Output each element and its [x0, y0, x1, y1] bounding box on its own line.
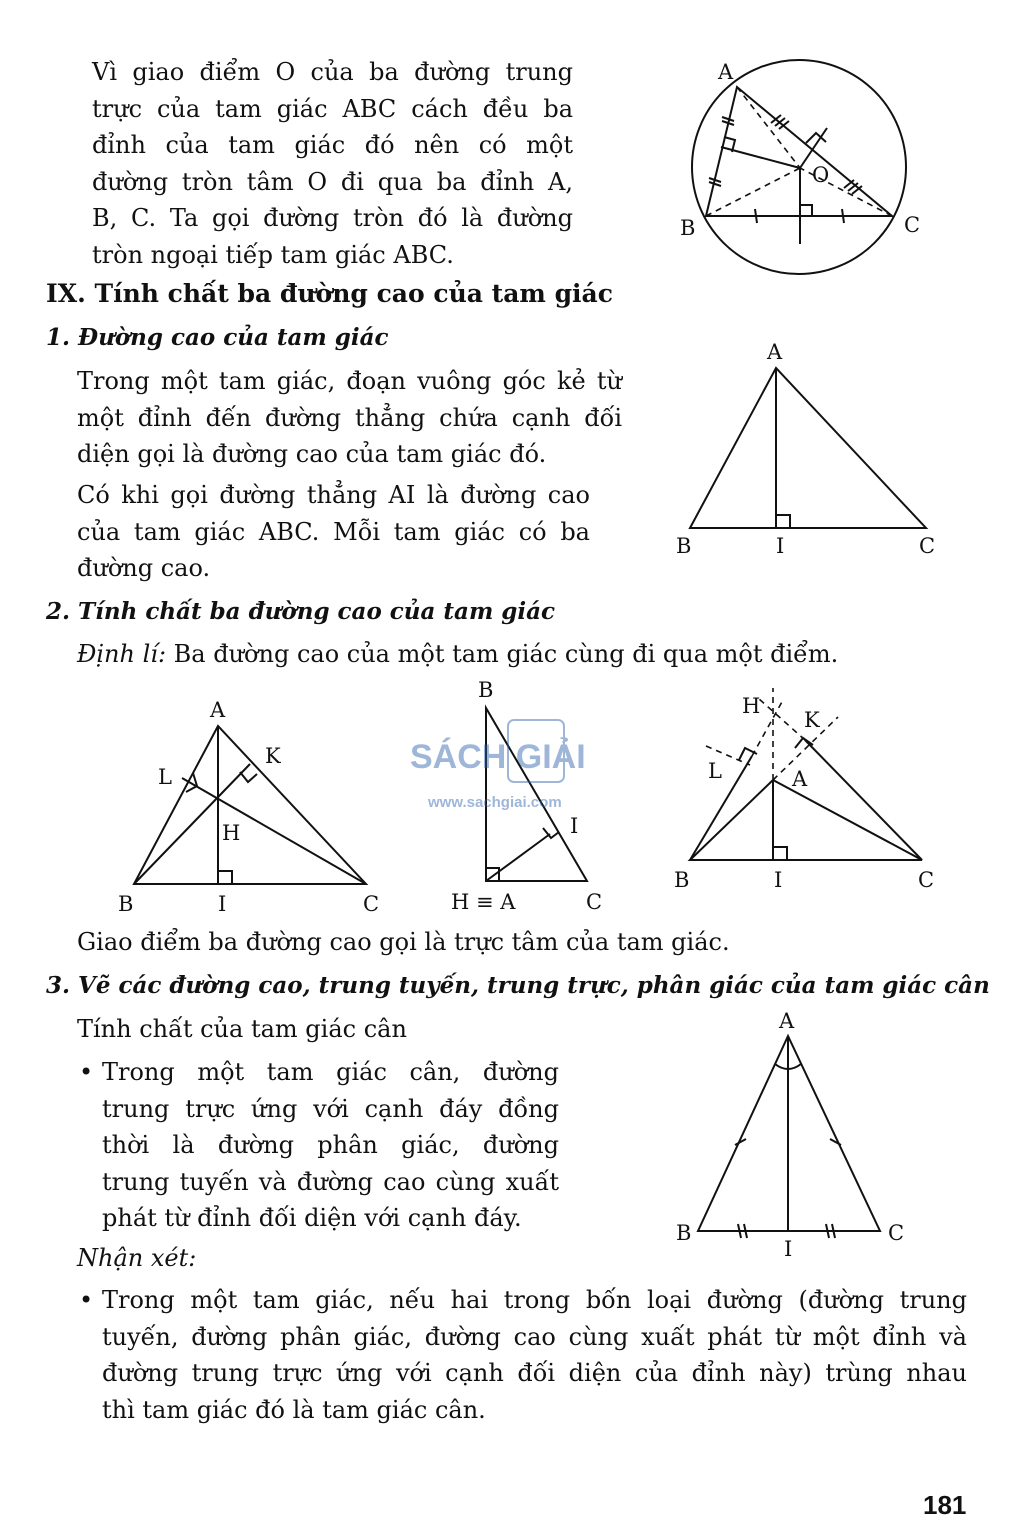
label-i: I: [218, 892, 227, 916]
label-c: C: [363, 892, 380, 916]
text-line: trung trực ứng với cạnh đáy đồng: [102, 1094, 559, 1123]
watermark-url: www.sachgiai.com: [428, 794, 562, 811]
theorem-text: Ba đường cao của một tam giác cùng đi qua một điểm.: [166, 640, 839, 668]
text-line: tròn ngoại tiếp tam giác ABC.: [92, 240, 454, 269]
orthocenter-definition: Giao điểm ba đường cao gọi là trực tâm của tam giác.: [77, 928, 730, 956]
text-line: Trong một tam giác cân, đường: [102, 1058, 559, 1086]
text-line: thời là đường phân giác, đường: [102, 1131, 559, 1159]
page-number: 181: [923, 1490, 967, 1520]
subsection-title: 2. Tính chất ba đường cao của tam giác: [46, 598, 556, 625]
text-line: diện gọi là đường cao của tam giác đó.: [77, 440, 547, 468]
text-line: trung tuyến và đường cao cùng xuất: [102, 1167, 559, 1196]
label-i: I: [776, 534, 785, 558]
label-b: B: [676, 1221, 692, 1245]
label-h-equiv-a: H ≡ A: [451, 890, 516, 914]
text-line: đường tròn tâm O đi qua ba đỉnh A,: [92, 167, 573, 196]
label-b: B: [674, 868, 690, 892]
label-c: C: [586, 890, 603, 914]
label-b: B: [478, 678, 494, 702]
label-c: C: [919, 534, 936, 558]
label-c: C: [918, 868, 935, 892]
label-h: H: [222, 821, 241, 845]
text-line: thì tam giác đó là tam giác cân.: [102, 1395, 486, 1424]
label-h: H: [742, 694, 761, 718]
text-line: đường trung trực ứng với cạnh đối diện của đỉnh này) trùng nhau: [102, 1359, 967, 1387]
label-i: I: [570, 814, 579, 838]
label-i: I: [774, 868, 783, 892]
label-o: O: [812, 163, 830, 187]
label-l: L: [708, 759, 722, 783]
text-line: trực của tam giác ABC cách đều ba: [92, 94, 573, 123]
text-line: B, C. Ta gọi đường tròn đó là đường: [92, 204, 573, 232]
label-a: A: [767, 340, 783, 364]
label-l: L: [158, 765, 172, 789]
text-line: tuyến, đường phân giác, đường cao cùng xuất phát từ một đỉnh và: [102, 1322, 967, 1351]
label-i: I: [784, 1237, 793, 1261]
watermark-brand: SÁCH GIẢI: [410, 738, 586, 776]
text-line: đỉnh của tam giác đó nên có một: [92, 131, 573, 159]
bullet: •: [79, 1286, 94, 1314]
label-b: B: [118, 892, 134, 916]
section-heading: IX. Tính chất ba đường cao của tam giác: [46, 279, 613, 308]
tick-mark: [830, 1139, 841, 1145]
label-c: C: [904, 213, 921, 237]
label-a: A: [779, 1009, 795, 1033]
text-line: Trong một tam giác, nếu hai trong bốn loại đường (đường trung: [102, 1286, 967, 1314]
property-title: Tính chất của tam giác cân: [77, 1015, 407, 1043]
label-a: A: [718, 60, 734, 84]
bullet: •: [79, 1058, 94, 1086]
label-a: A: [792, 767, 808, 791]
text-line: phát từ đỉnh đối diện với cạnh đáy.: [102, 1204, 522, 1232]
text-line: Có khi gọi đường thẳng AI là đường cao: [77, 481, 590, 509]
text-line: Vì giao điểm O của ba đường trung: [92, 58, 573, 86]
label-b: B: [680, 216, 696, 240]
text-line: đường cao.: [77, 554, 211, 582]
subsection-title: 1. Đường cao của tam giác: [46, 324, 389, 351]
label-k: K: [265, 744, 281, 768]
text-line: một đỉnh đến đường thẳng chứa cạnh đối: [77, 403, 622, 432]
theorem-label: Định lí:: [77, 640, 167, 668]
subsection-title: 3. Vẽ các đường cao, trung tuyến, trung trực, phân giác của tam giác cân: [46, 972, 990, 999]
label-b: B: [676, 534, 692, 558]
label-a: A: [210, 698, 226, 722]
remark-title: Nhận xét:: [77, 1244, 197, 1272]
text-line: Trong một tam giác, đoạn vuông góc kẻ từ: [77, 367, 622, 395]
text-line: của tam giác ABC. Mỗi tam giác có ba: [77, 517, 590, 546]
label-k: K: [804, 708, 820, 732]
label-c: C: [888, 1221, 905, 1245]
